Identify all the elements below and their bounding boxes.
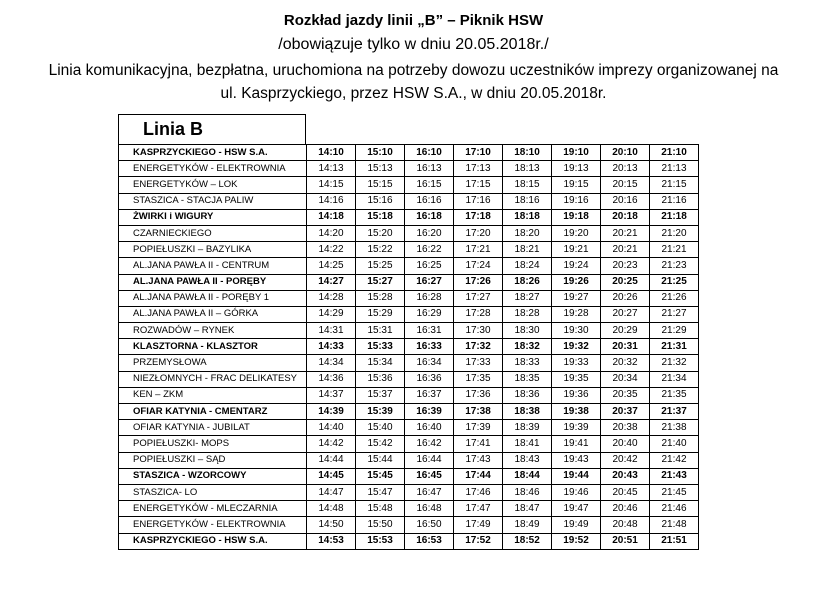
stop-name: POPIEŁUSZKI- MOPS [119, 436, 307, 452]
departure-time: 14:40 [307, 420, 356, 436]
departure-time: 21:27 [650, 306, 699, 322]
departure-time: 15:53 [356, 533, 405, 549]
departure-time: 21:18 [650, 209, 699, 225]
departure-time: 15:22 [356, 242, 405, 258]
table-row [119, 161, 699, 177]
departure-time: 20:48 [601, 517, 650, 533]
departure-time: 19:35 [552, 371, 601, 387]
departure-time: 18:30 [503, 323, 552, 339]
departure-time: 17:41 [454, 436, 503, 452]
departure-time: 17:35 [454, 371, 503, 387]
departure-time: 21:42 [650, 452, 699, 468]
departure-time: 14:25 [307, 258, 356, 274]
departure-time: 16:31 [405, 323, 454, 339]
departure-time: 14:15 [307, 177, 356, 193]
departure-time: 17:32 [454, 339, 503, 355]
departure-time: 21:16 [650, 193, 699, 209]
departure-time: 19:15 [552, 177, 601, 193]
departure-time: 21:32 [650, 355, 699, 371]
departure-time: 16:36 [405, 371, 454, 387]
departure-time: 16:44 [405, 452, 454, 468]
departure-time: 20:43 [601, 468, 650, 484]
table-row [119, 517, 699, 533]
departure-time: 21:51 [650, 533, 699, 549]
departure-time: 20:38 [601, 420, 650, 436]
departure-time: 20:35 [601, 387, 650, 403]
departure-time: 19:33 [552, 355, 601, 371]
departure-time: 18:24 [503, 258, 552, 274]
departure-time: 20:37 [601, 404, 650, 420]
departure-time: 15:29 [356, 306, 405, 322]
departure-time: 16:10 [405, 145, 454, 161]
departure-time: 20:27 [601, 306, 650, 322]
departure-time: 17:36 [454, 387, 503, 403]
stop-name: ENERGETYKÓW - MLECZARNIA [119, 501, 307, 517]
departure-time: 20:34 [601, 371, 650, 387]
departure-time: 21:21 [650, 242, 699, 258]
stop-name: ROZWADÓW – RYNEK [119, 323, 307, 339]
stop-name: ENERGETYKÓW – LOK [119, 177, 307, 193]
departure-time: 21:23 [650, 258, 699, 274]
departure-time: 14:39 [307, 404, 356, 420]
departure-time: 19:39 [552, 420, 601, 436]
departure-time: 17:49 [454, 517, 503, 533]
timetable [118, 144, 699, 550]
departure-time: 18:20 [503, 225, 552, 241]
departure-time: 14:29 [307, 306, 356, 322]
departure-time: 19:26 [552, 274, 601, 290]
departure-time: 18:33 [503, 355, 552, 371]
stop-name: ENERGETYKÓW - ELEKTROWNIA [119, 517, 307, 533]
departure-time: 15:28 [356, 290, 405, 306]
departure-time: 21:25 [650, 274, 699, 290]
stop-name: PRZEMYSŁOWA [119, 355, 307, 371]
departure-time: 19:32 [552, 339, 601, 355]
departure-time: 21:45 [650, 484, 699, 500]
departure-time: 14:44 [307, 452, 356, 468]
departure-time: 15:25 [356, 258, 405, 274]
departure-time: 17:13 [454, 161, 503, 177]
departure-time: 15:16 [356, 193, 405, 209]
departure-time: 20:21 [601, 242, 650, 258]
departure-time: 20:15 [601, 177, 650, 193]
departure-time: 14:16 [307, 193, 356, 209]
departure-time: 21:26 [650, 290, 699, 306]
departure-time: 17:28 [454, 306, 503, 322]
table-row [119, 177, 699, 193]
departure-time: 21:35 [650, 387, 699, 403]
validity-note: /obowiązuje tylko w dniu 20.05.2018r./ [278, 36, 549, 53]
stop-name: STASZICA- LO [119, 484, 307, 500]
stop-name: AL.JANA PAWŁA II - CENTRUM [119, 258, 307, 274]
table-row [119, 436, 699, 452]
table-row [119, 501, 699, 517]
departure-time: 18:10 [503, 145, 552, 161]
departure-time: 18:41 [503, 436, 552, 452]
departure-time: 20:32 [601, 355, 650, 371]
departure-time: 17:52 [454, 533, 503, 549]
departure-time: 21:48 [650, 517, 699, 533]
departure-time: 14:13 [307, 161, 356, 177]
table-row [119, 274, 699, 290]
departure-time: 15:13 [356, 161, 405, 177]
table-row [119, 387, 699, 403]
table-row [119, 404, 699, 420]
departure-time: 18:26 [503, 274, 552, 290]
stop-name: STASZICA - STACJA PALIW [119, 193, 307, 209]
departure-time: 18:47 [503, 501, 552, 517]
table-row [119, 484, 699, 500]
departure-time: 20:16 [601, 193, 650, 209]
departure-time: 14:22 [307, 242, 356, 258]
departure-time: 15:18 [356, 209, 405, 225]
departure-time: 17:18 [454, 209, 503, 225]
departure-time: 18:35 [503, 371, 552, 387]
departure-time: 18:32 [503, 339, 552, 355]
departure-time: 17:44 [454, 468, 503, 484]
departure-time: 19:43 [552, 452, 601, 468]
departure-time: 14:42 [307, 436, 356, 452]
departure-time: 17:39 [454, 420, 503, 436]
line-label: Linia B [143, 119, 204, 139]
departure-time: 17:38 [454, 404, 503, 420]
stop-name: NIEZŁOMNYCH - FRAC DELIKATESY [119, 371, 307, 387]
table-row [119, 306, 699, 322]
departure-time: 16:33 [405, 339, 454, 355]
departure-time: 18:36 [503, 387, 552, 403]
departure-time: 17:20 [454, 225, 503, 241]
table-row [119, 533, 699, 549]
departure-time: 19:47 [552, 501, 601, 517]
departure-time: 19:16 [552, 193, 601, 209]
departure-time: 16:48 [405, 501, 454, 517]
departure-time: 14:33 [307, 339, 356, 355]
stop-name: OFIAR KATYNIA - JUBILAT [119, 420, 307, 436]
departure-time: 19:46 [552, 484, 601, 500]
departure-time: 14:47 [307, 484, 356, 500]
departure-time: 19:27 [552, 290, 601, 306]
stop-name: KASPRZYCKIEGO - HSW S.A. [119, 533, 307, 549]
departure-time: 17:21 [454, 242, 503, 258]
departure-time: 16:37 [405, 387, 454, 403]
departure-time: 20:51 [601, 533, 650, 549]
departure-time: 20:18 [601, 209, 650, 225]
stop-name: POPIEŁUSZKI – SĄD [119, 452, 307, 468]
departure-time: 17:24 [454, 258, 503, 274]
departure-time: 15:39 [356, 404, 405, 420]
departure-time: 21:15 [650, 177, 699, 193]
table-row [119, 242, 699, 258]
departure-time: 17:30 [454, 323, 503, 339]
departure-time: 16:47 [405, 484, 454, 500]
timetable-body [119, 145, 699, 550]
table-row [119, 145, 699, 161]
departure-time: 19:28 [552, 306, 601, 322]
departure-time: 21:31 [650, 339, 699, 355]
departure-time: 19:30 [552, 323, 601, 339]
departure-time: 15:10 [356, 145, 405, 161]
departure-time: 15:33 [356, 339, 405, 355]
table-row [119, 371, 699, 387]
departure-time: 14:10 [307, 145, 356, 161]
departure-time: 14:50 [307, 517, 356, 533]
stop-name: AL.JANA PAWŁA II - PORĘBY 1 [119, 290, 307, 306]
departure-time: 17:43 [454, 452, 503, 468]
departure-time: 14:45 [307, 468, 356, 484]
departure-time: 20:21 [601, 225, 650, 241]
departure-time: 15:45 [356, 468, 405, 484]
departure-time: 19:38 [552, 404, 601, 420]
departure-time: 21:40 [650, 436, 699, 452]
departure-time: 19:18 [552, 209, 601, 225]
departure-time: 16:34 [405, 355, 454, 371]
departure-time: 16:27 [405, 274, 454, 290]
departure-time: 14:36 [307, 371, 356, 387]
line-label-box [118, 114, 306, 144]
departure-time: 19:24 [552, 258, 601, 274]
stop-name: KEN – ZKM [119, 387, 307, 403]
departure-time: 17:15 [454, 177, 503, 193]
departure-time: 14:31 [307, 323, 356, 339]
departure-time: 14:20 [307, 225, 356, 241]
departure-time: 14:27 [307, 274, 356, 290]
departure-time: 19:49 [552, 517, 601, 533]
departure-time: 20:46 [601, 501, 650, 517]
stop-name: AL.JANA PAWŁA II – GÓRKA [119, 306, 307, 322]
departure-time: 17:10 [454, 145, 503, 161]
departure-time: 15:48 [356, 501, 405, 517]
departure-time: 16:29 [405, 306, 454, 322]
departure-time: 15:15 [356, 177, 405, 193]
stop-name: KASPRZYCKIEGO - HSW S.A. [119, 145, 307, 161]
departure-time: 15:36 [356, 371, 405, 387]
departure-time: 21:10 [650, 145, 699, 161]
departure-time: 18:39 [503, 420, 552, 436]
table-row [119, 193, 699, 209]
departure-time: 16:40 [405, 420, 454, 436]
departure-time: 16:45 [405, 468, 454, 484]
departure-time: 17:46 [454, 484, 503, 500]
stop-name: STASZICA - WZORCOWY [119, 468, 307, 484]
departure-time: 21:38 [650, 420, 699, 436]
departure-time: 14:34 [307, 355, 356, 371]
departure-time: 16:53 [405, 533, 454, 549]
departure-time: 18:13 [503, 161, 552, 177]
table-row [119, 339, 699, 355]
table-row [119, 468, 699, 484]
departure-time: 15:27 [356, 274, 405, 290]
table-row [119, 452, 699, 468]
table-row [119, 209, 699, 225]
departure-time: 15:40 [356, 420, 405, 436]
departure-time: 17:16 [454, 193, 503, 209]
departure-time: 17:33 [454, 355, 503, 371]
departure-time: 20:10 [601, 145, 650, 161]
departure-time: 16:39 [405, 404, 454, 420]
page-title: Rozkład jazdy linii „B” – Piknik HSW [283, 12, 544, 29]
departure-time: 18:27 [503, 290, 552, 306]
departure-time: 20:42 [601, 452, 650, 468]
stop-name: KLASZTORNA - KLASZTOR [119, 339, 307, 355]
stop-name: OFIAR KATYNIA - CMENTARZ [119, 404, 307, 420]
departure-time: 16:42 [405, 436, 454, 452]
departure-time: 16:28 [405, 290, 454, 306]
departure-time: 21:37 [650, 404, 699, 420]
departure-time: 19:36 [552, 387, 601, 403]
departure-time: 19:21 [552, 242, 601, 258]
departure-time: 18:52 [503, 533, 552, 549]
departure-time: 17:26 [454, 274, 503, 290]
table-row [119, 290, 699, 306]
departure-time: 14:48 [307, 501, 356, 517]
departure-time: 16:16 [405, 193, 454, 209]
departure-time: 18:15 [503, 177, 552, 193]
departure-time: 20:26 [601, 290, 650, 306]
departure-time: 18:21 [503, 242, 552, 258]
departure-time: 15:44 [356, 452, 405, 468]
departure-time: 14:18 [307, 209, 356, 225]
stop-name: ŻWIRKI i WIGURY [119, 209, 307, 225]
departure-time: 18:44 [503, 468, 552, 484]
departure-time: 18:49 [503, 517, 552, 533]
departure-time: 16:15 [405, 177, 454, 193]
departure-time: 18:28 [503, 306, 552, 322]
departure-time: 19:52 [552, 533, 601, 549]
departure-time: 21:43 [650, 468, 699, 484]
departure-time: 15:20 [356, 225, 405, 241]
stop-name: ENERGETYKÓW - ELEKTROWNIA [119, 161, 307, 177]
departure-time: 20:45 [601, 484, 650, 500]
departure-time: 15:47 [356, 484, 405, 500]
departure-time: 18:38 [503, 404, 552, 420]
departure-time: 15:50 [356, 517, 405, 533]
table-row [119, 258, 699, 274]
departure-time: 20:40 [601, 436, 650, 452]
departure-time: 16:13 [405, 161, 454, 177]
departure-time: 19:41 [552, 436, 601, 452]
departure-time: 20:31 [601, 339, 650, 355]
departure-time: 18:18 [503, 209, 552, 225]
departure-time: 18:16 [503, 193, 552, 209]
table-row [119, 323, 699, 339]
departure-time: 19:13 [552, 161, 601, 177]
departure-time: 21:34 [650, 371, 699, 387]
stop-name: POPIEŁUSZKI – BAZYLIKA [119, 242, 307, 258]
departure-time: 21:46 [650, 501, 699, 517]
description-line-1: Linia komunikacyjna, bezpłatna, uruchomiona na potrzeby dowozu uczestników imprezy organizowanej na [48, 62, 779, 79]
departure-time: 21:29 [650, 323, 699, 339]
departure-time: 18:43 [503, 452, 552, 468]
departure-time: 20:13 [601, 161, 650, 177]
departure-time: 19:10 [552, 145, 601, 161]
departure-time: 19:44 [552, 468, 601, 484]
stop-name: AL.JANA PAWŁA II - PORĘBY [119, 274, 307, 290]
departure-time: 14:28 [307, 290, 356, 306]
departure-time: 20:29 [601, 323, 650, 339]
departure-time: 16:22 [405, 242, 454, 258]
departure-time: 14:37 [307, 387, 356, 403]
departure-time: 14:53 [307, 533, 356, 549]
departure-time: 16:18 [405, 209, 454, 225]
table-row [119, 225, 699, 241]
departure-time: 20:25 [601, 274, 650, 290]
departure-time: 15:42 [356, 436, 405, 452]
departure-time: 15:31 [356, 323, 405, 339]
departure-time: 16:25 [405, 258, 454, 274]
stop-name: CZARNIECKIEGO [119, 225, 307, 241]
departure-time: 20:23 [601, 258, 650, 274]
departure-time: 15:37 [356, 387, 405, 403]
description-line-2: ul. Kasprzyckiego, przez HSW S.A., w dniu 20.05.2018r. [220, 85, 607, 102]
departure-time: 17:47 [454, 501, 503, 517]
departure-time: 16:20 [405, 225, 454, 241]
departure-time: 21:13 [650, 161, 699, 177]
departure-time: 15:34 [356, 355, 405, 371]
departure-time: 18:46 [503, 484, 552, 500]
departure-time: 17:27 [454, 290, 503, 306]
table-row [119, 355, 699, 371]
table-row [119, 420, 699, 436]
departure-time: 21:20 [650, 225, 699, 241]
departure-time: 16:50 [405, 517, 454, 533]
departure-time: 19:20 [552, 225, 601, 241]
